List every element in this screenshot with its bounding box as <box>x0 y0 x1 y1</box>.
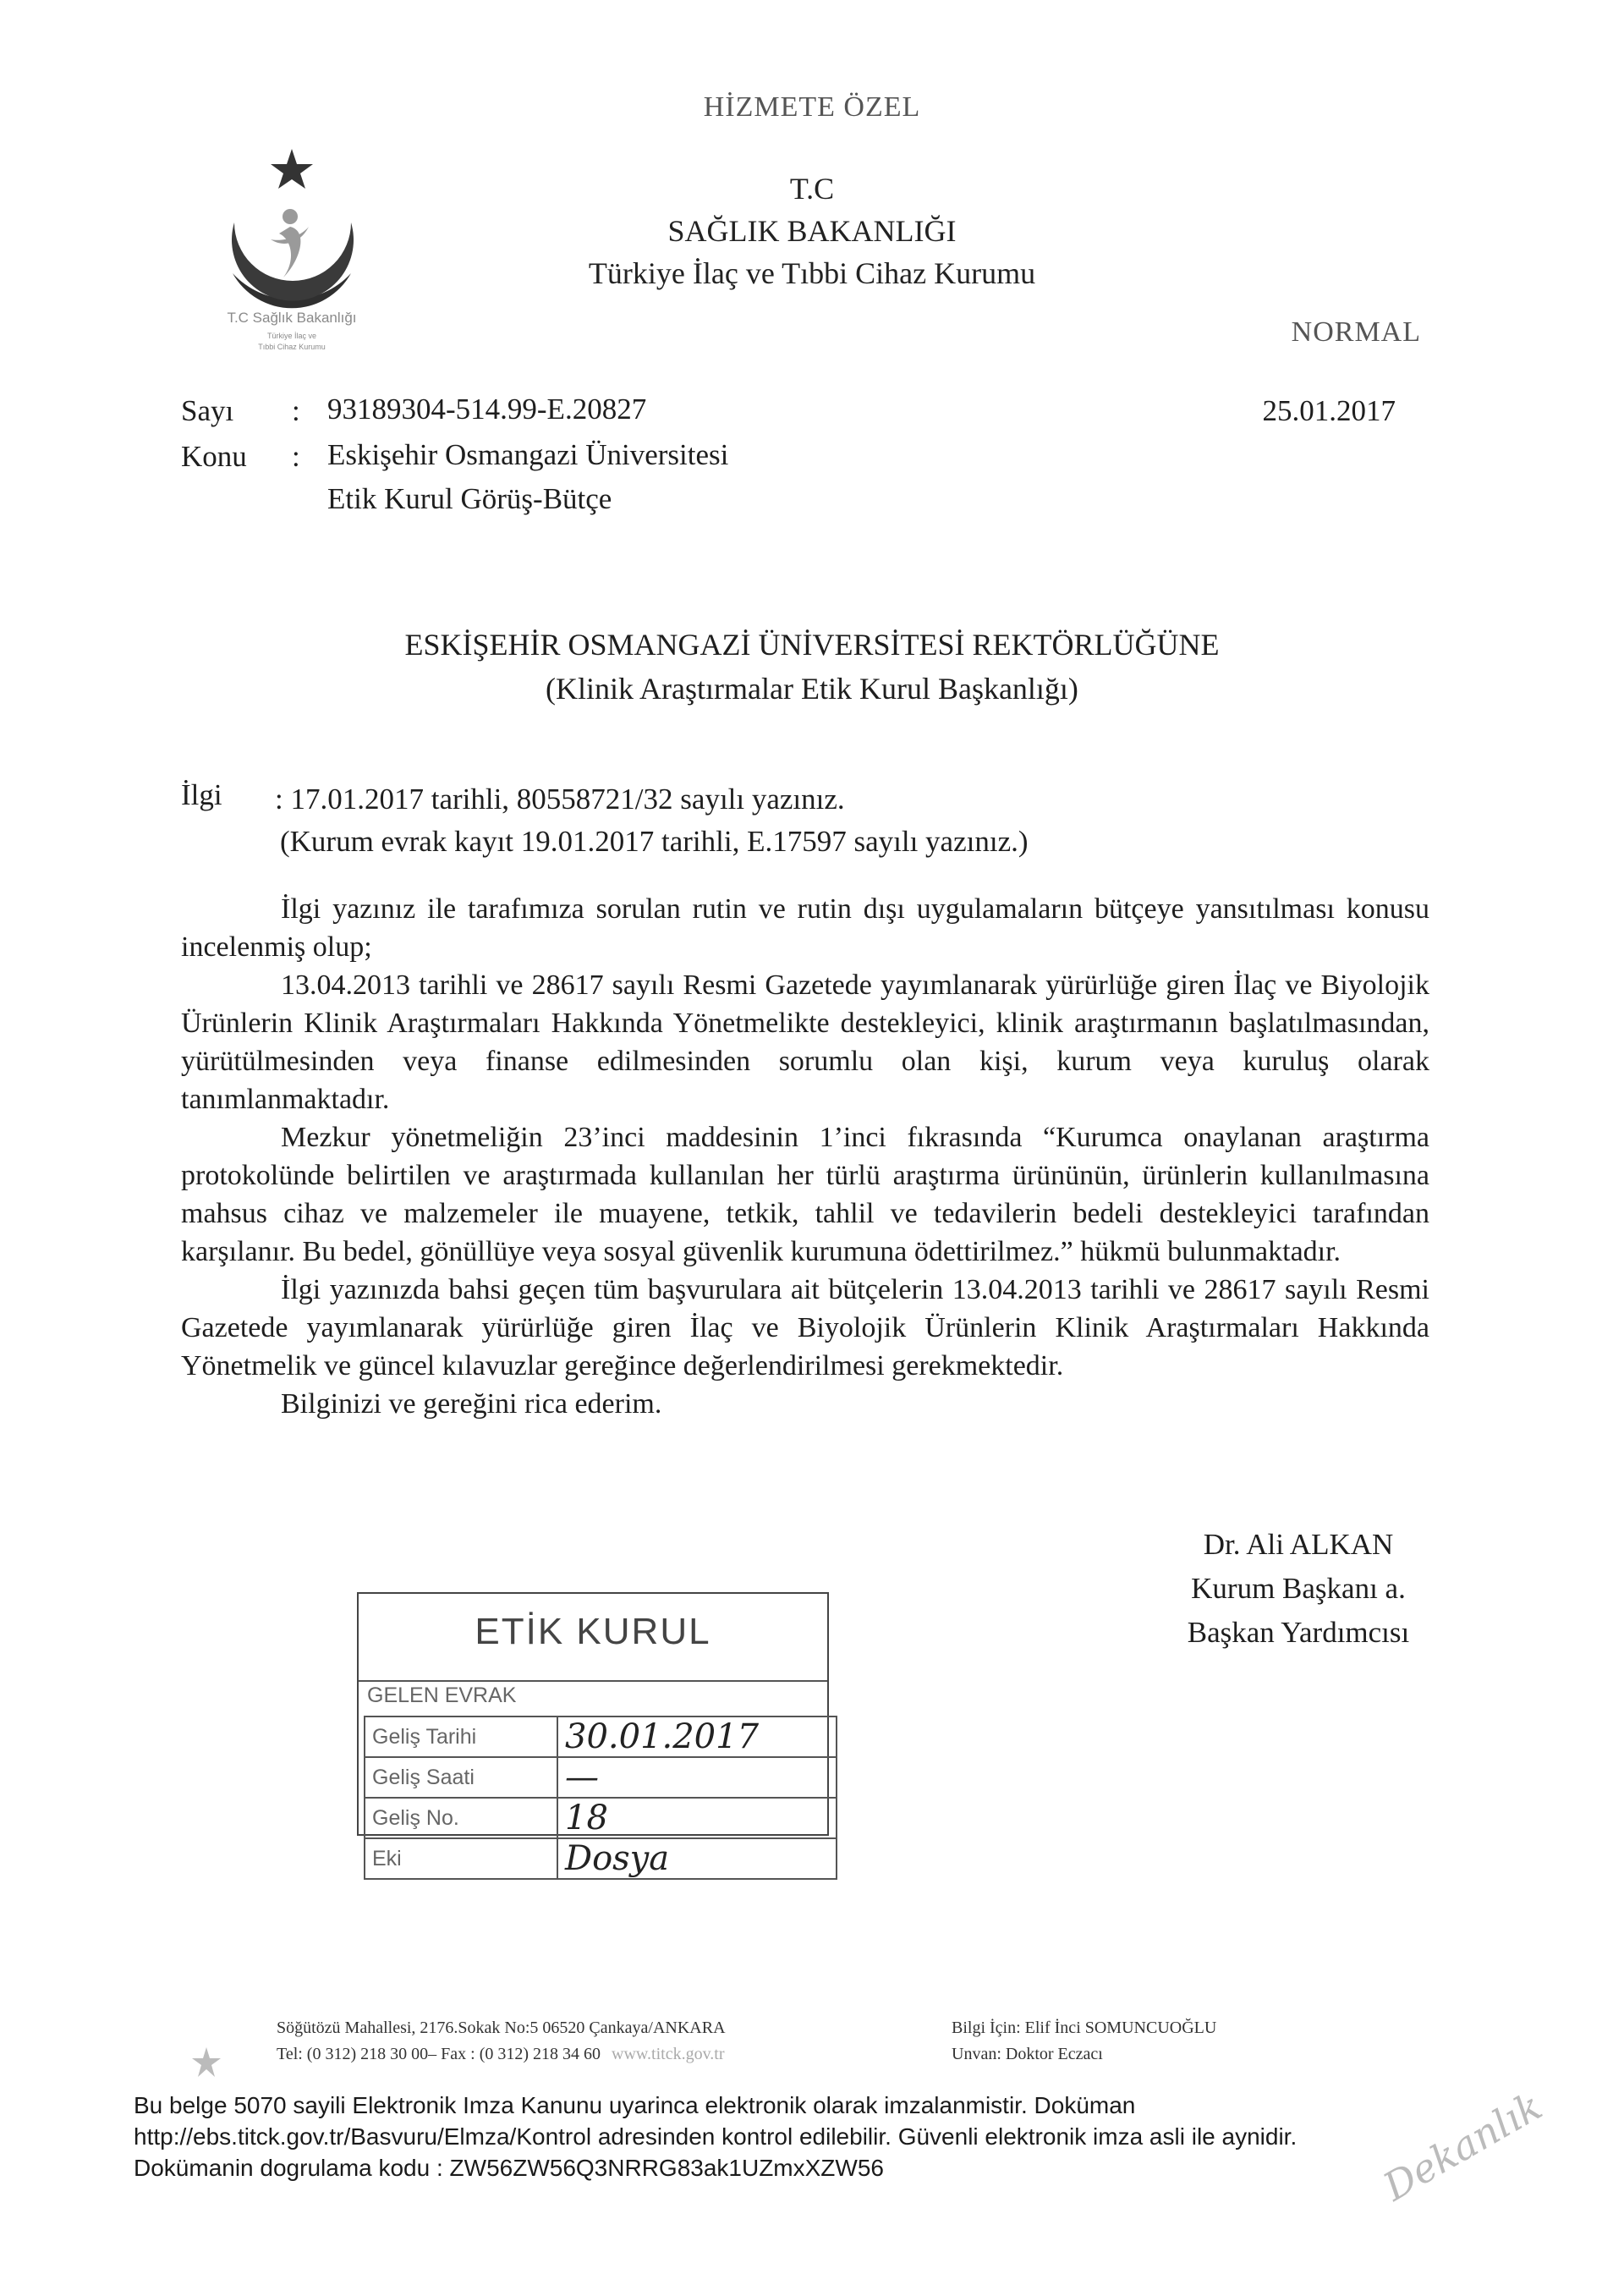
signer-title-2: Başkan Yardımcısı <box>1187 1616 1410 1649</box>
ilgi-line-2: (Kurum evrak kayıt 19.01.2017 tarihli, E.17597 sayılı yazınız.) <box>280 825 1029 858</box>
header-line-3: Türkiye İlaç ve Tıbbi Cihaz Kurumu <box>588 256 1036 290</box>
stamp-row-value: Dosya <box>557 1838 837 1879</box>
stamp-divider <box>359 1680 827 1682</box>
stamp-row <box>365 1717 837 1757</box>
signer-title-1: Kurum Başkanı a. <box>1191 1572 1406 1605</box>
stamp-row <box>365 1757 837 1798</box>
signature-block <box>1171 1523 1425 1655</box>
addressee-line-2: (Klinik Araştırmalar Etik Kurul Başkanlığı) <box>546 672 1078 706</box>
stamp-title: ETİK KURUL <box>475 1611 711 1652</box>
footer-contact: Tel: (0 312) 218 30 00– Fax : (0 312) 218 34 60 <box>277 2045 601 2063</box>
esign-line-1: Bu belge 5070 sayili Elektronik Imza Kanunu uyarinca elektronik olarak imzalanmistir. Doküman <box>134 2092 1136 2118</box>
body-paragraph-5: Bilginizi ve gereğini rica ederim. <box>281 1388 662 1420</box>
konu-colon: : <box>292 440 300 473</box>
stamp-row-label: Geliş Tarihi <box>365 1717 557 1757</box>
stamp-header: GELEN EVRAK <box>367 1684 517 1707</box>
letter-header <box>0 168 1624 294</box>
signer-name: Dr. Ali ALKAN <box>1203 1528 1394 1561</box>
logo-name: T.C Sağlık Bakanlığı <box>227 310 357 326</box>
footer-address <box>277 2015 726 2068</box>
body-paragraph-2: 13.04.2013 tarihli ve 28617 sayılı Resmi Gazetede yayımlanarak yürürlüğe giren İlaç ve Biyolojik Ürünlerin Klinik Araştırmaları Hakkında Yönetmelikte destekleyici, klinik araştırmanın başlatılmasından, yürütülmesinden veya finanse edilmesinden sorumlu olan kişi, kurum veya kuruluş olarak tanımlanmaktadır. <box>181 969 1429 1115</box>
letter-date: 25.01.2017 <box>1262 394 1396 427</box>
footer-star-icon <box>191 2046 222 2079</box>
footer-info <box>952 2015 1216 2068</box>
stamp-row-label: Geliş Saati <box>365 1757 557 1798</box>
stamp-row-value: 30.01.2017 <box>557 1717 837 1757</box>
stamp-row <box>365 1798 837 1838</box>
konu-line-1: Eskişehir Osmangazi Üniversitesi <box>327 438 729 471</box>
footer-contact-line <box>277 2041 726 2068</box>
esignature-notice <box>134 2090 1297 2183</box>
ilgi-label: İlgi <box>181 778 222 811</box>
stamp-row-label: Geliş No. <box>365 1798 557 1838</box>
handwritten-note: Dekanlık <box>1374 2083 1550 2210</box>
header-line-1: T.C <box>789 172 835 206</box>
footer-info-label: Bilgi İçin: Elif İnci SOMUNCUOĞLU <box>952 2019 1217 2037</box>
body-paragraph-4: İlgi yazınızda bahsi geçen tüm başvurulara ait bütçelerin 13.04.2013 tarihli ve 28617 sayılı Resmi Gazetede yayımlanarak yürürlüğe giren İlaç ve Biyolojik Ürünlerin Klinik Araştırmaları Hakkında Yönetmelik ve güncel kılavuzlar gereğince değerlendirilmesi gerekmektedir. <box>181 1274 1429 1381</box>
body-paragraph-1: İlgi yazınız ile tarafımıza sorulan rutin ve rutin dışı uygulamaların bütçeye yansıtılması konusu incelenmiş olup; <box>181 893 1429 963</box>
priority-label: NORMAL <box>1291 316 1421 348</box>
konu-line-2: Etik Kurul Görüş-Bütçe <box>327 482 612 515</box>
esign-line-2[interactable]: http://ebs.titck.gov.tr/Basvuru/Elmza/Kontrol adresinden kontrol edilebilir. Güvenli elektronik imza asli ile aynidir. <box>134 2123 1298 2150</box>
incoming-stamp <box>357 1592 829 1878</box>
konu-value <box>327 433 728 521</box>
stamp-row-value: 18 <box>557 1798 837 1838</box>
ilgi-line-1: : 17.01.2017 tarihli, 80558721/32 sayılı yazınız. <box>275 783 845 816</box>
sayi-value: 93189304-514.99-E.20827 <box>327 393 647 426</box>
footer-web-link[interactable]: www.titck.gov.tr <box>612 2045 725 2063</box>
stamp-row-value: — <box>557 1757 837 1798</box>
header-line-2: SAĞLIK BAKANLIĞI <box>667 214 957 248</box>
esign-line-3: Dokümanin dogrulama kodu : ZW56ZW56Q3NRRG83ak1UZmxXZW56 <box>134 2155 884 2181</box>
ilgi-reference <box>275 778 1029 863</box>
stamp-row <box>365 1838 837 1879</box>
letter-body <box>181 890 1429 1423</box>
sayi-label: Sayı <box>181 394 234 427</box>
sayi-colon: : <box>292 394 300 427</box>
footer-info-title: Unvan: Doktor Eczacı <box>952 2045 1103 2063</box>
footer-address-line: Söğütözü Mahallesi, 2176.Sokak No:5 06520 Çankaya/ANKARA <box>277 2019 726 2037</box>
classification-label: HİZMETE ÖZEL <box>703 91 921 123</box>
body-paragraph-3: Mezkur yönetmeliğin 23’inci maddesinin 1’inci fıkrasında “Kurumca onaylanan araştırma protokolünde belirtilen ve araştırmada kullanılan her türlü araştırma ürününün, ürünlerin kullanılmasına mahsus cihaz ve malzemeler ile muayene, tetkik, tahlil ve tedavilerin bedeli destekleyici tarafından karşılanır. Bu bedel, gönüllüye veya sosyal güvenlik kurumuna ödettirilmez.” hükmü bulunmaktadır. <box>181 1122 1429 1267</box>
addressee <box>0 623 1624 711</box>
logo-sub1: Türkiye İlaç ve <box>266 332 317 340</box>
stamp-table <box>364 1716 837 1880</box>
logo-sub2: Tıbbi Cihaz Kurumu <box>258 343 326 351</box>
stamp-row-label: Eki <box>365 1838 557 1879</box>
konu-label: Konu <box>181 440 247 473</box>
addressee-line-1: ESKİŞEHİR OSMANGAZİ ÜNİVERSİTESİ REKTÖRLÜĞÜNE <box>404 628 1220 662</box>
